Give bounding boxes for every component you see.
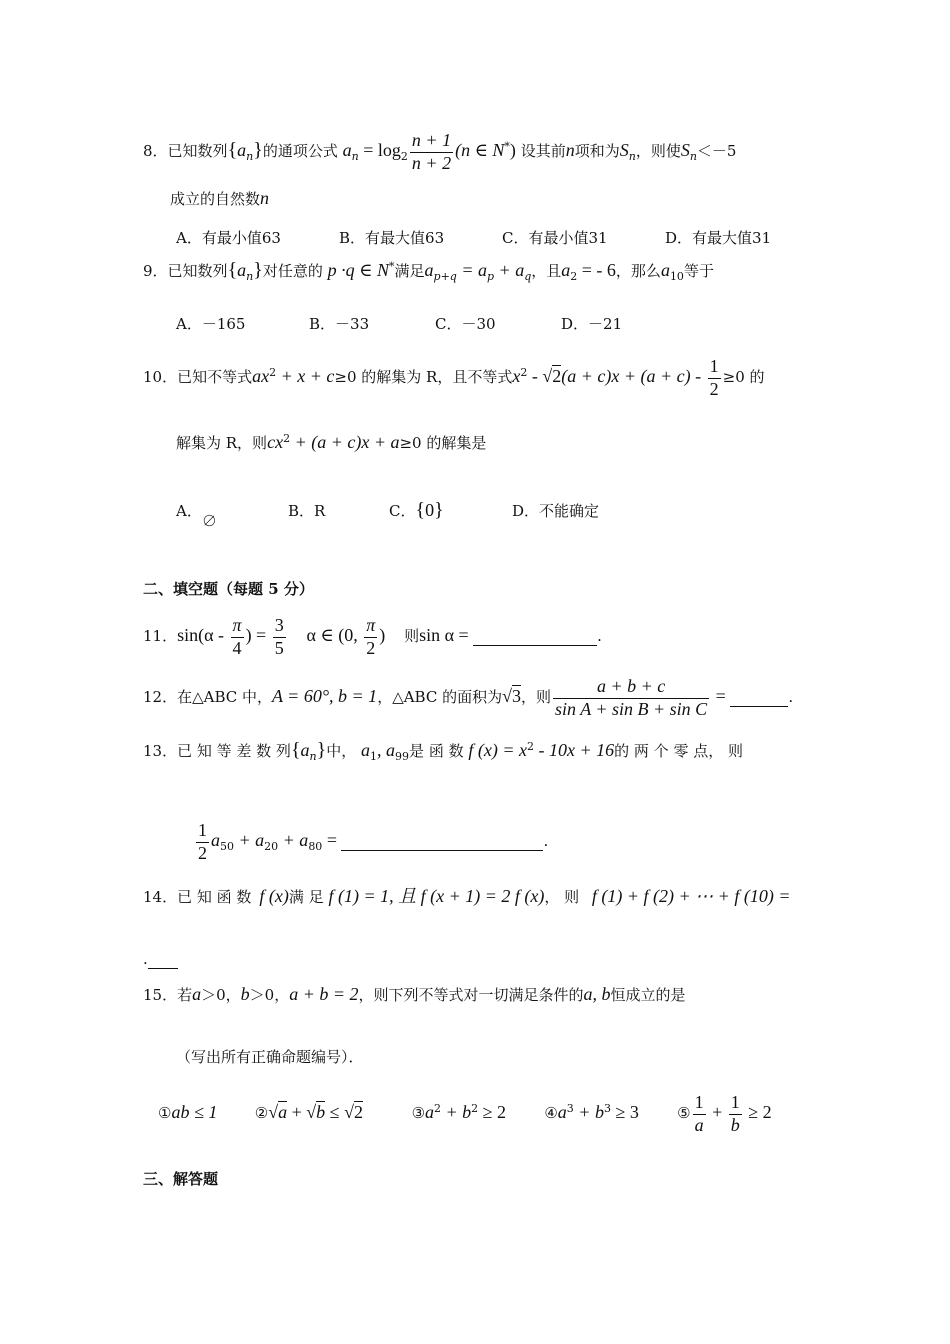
q15-line1: 15．若a＞0，b＞0，a + b = 2，则下列不等式对一切满足条件的a, b恒成立的是 — [143, 984, 686, 1004]
q8-option-c: C．有最小值31 — [502, 229, 608, 247]
q15-choice-4: $④a^3 + b^3 \ge 3$ — [544, 1102, 639, 1123]
q8-option-a: A．有最小值63 — [176, 229, 281, 247]
q8-line2: 成立的自然数n — [170, 188, 270, 208]
q15-choice-1: ①ab ≤ 1 — [158, 1102, 218, 1123]
q9-option-d: D．－21 — [561, 315, 623, 333]
q11-line: 11．sin(α - $\frac{\pi}{4}$ ) = $\frac{3}{5}$ α ∈ (0, $\frac{\pi}{2}$ ) 则sin α = . — [143, 615, 602, 658]
q15-number: 15． — [143, 986, 178, 1004]
q10-number: 10． — [143, 368, 178, 387]
q12-line: 12．在△ABC 中，A = 60°, b = 1，△ABC 的面积为√3，则 $\frac{a + b + c}{\text{sin A + sin B + sin C}}$ = . — [143, 676, 794, 719]
q11-answer-blank[interactable] — [473, 627, 597, 646]
q8-formula: a — [342, 140, 352, 161]
q14-answer-blank[interactable] — [148, 950, 178, 969]
q10-option-d: D．不能确定 — [512, 502, 600, 520]
q8-option-b: B．有最大值63 — [339, 229, 445, 247]
q15-line2: （写出所有正确命题编号）． — [176, 1048, 364, 1066]
q10-option-b: B．R — [288, 502, 326, 520]
q8-options — [176, 229, 771, 247]
q8-option-d: D．有最大值31 — [665, 229, 772, 247]
q15-choices — [158, 1092, 772, 1136]
q10-options — [176, 498, 600, 530]
q10-line2: 解集为 R，则$cx^2 + (a + c)x + a\ge 0$ 的解集是 — [176, 432, 487, 452]
q13-number: 13． — [143, 742, 178, 760]
q9-options — [176, 315, 622, 333]
q13-answer-blank[interactable] — [341, 832, 543, 851]
q14-line2: . — [143, 950, 178, 969]
q9-option-a: A．－165 — [176, 315, 246, 333]
q9-option-c: C．－30 — [435, 315, 496, 333]
q12-answer-blank[interactable] — [730, 688, 788, 707]
q8-text: 已知数列 — [167, 142, 228, 161]
q14-line1: 14．已 知 函 数 f (x)满 足 f (1) = 1, 且 f (x + 1) = 2 f (x)， 则 f (1) + f (2) + ⋯ + f (10) = — [143, 886, 791, 906]
q9-option-b: B．－33 — [309, 315, 370, 333]
section-2-title: 二、填空题（每题 5 分） — [143, 580, 314, 598]
q8-line1: 8．已知数列$\{a_n\}$的通项公式 $a_n = \log_2$ $\frac{n + 1}{n + 2}$ (n ∈ N*) 设其前n项和为$S_n$，则使$S_n<-5$ — [143, 130, 737, 173]
q9-line1: 9．已知数列$\{a_n\}$对任意的 p ·q ∈ N*满足$a_{p+q} = a_p + a_q$，且$a_2$ = - 6，那么$a_{10}$等于 — [143, 259, 714, 283]
empty-set-icon: ∅ — [201, 512, 217, 530]
q11-number: 11． — [143, 627, 178, 646]
q15-choice-2: ②√a + √b ≤ √2 — [254, 1102, 363, 1123]
q10-option-a: A．∅ — [176, 502, 217, 530]
q12-number: 12． — [143, 688, 178, 707]
q13-line2: $\frac{1}{2}$ $a_{50} + a_{20} + a_{80}$ = . — [198, 820, 549, 863]
q9-number: 9． — [143, 262, 168, 280]
q8-fraction: $\frac{n + 1}{n + 2}$ — [411, 130, 452, 173]
q10-line1: 10．已知不等式$ax^2 + x + c\ge 0$ 的解集为 R，且不等式$x^2 - √2(a + c)x + (a + c)$ - $\frac{1}{2}$ ≥0 的 — [143, 356, 765, 399]
q15-choice-5: ⑤ $\frac{1}{a}$ + $\frac{1}{b}$ ≥ 2 — [677, 1092, 772, 1135]
q10-option-c: C．{0} — [389, 499, 444, 521]
q13-line1: 13．已 知 等 差 数 列$\{a_n\}$中， $a_1$, $a_{99}$是 函 数 f $(x) = x^2 - 10x + 16$的 两 个 零 点， 则 — [143, 739, 743, 763]
section-3-title: 三、解答题 — [143, 1170, 219, 1188]
q14-number: 14． — [143, 888, 178, 906]
q15-choice-3: $③a^2 + b^2 \ge 2$ — [411, 1102, 507, 1123]
q8-number: 8． — [143, 142, 168, 161]
